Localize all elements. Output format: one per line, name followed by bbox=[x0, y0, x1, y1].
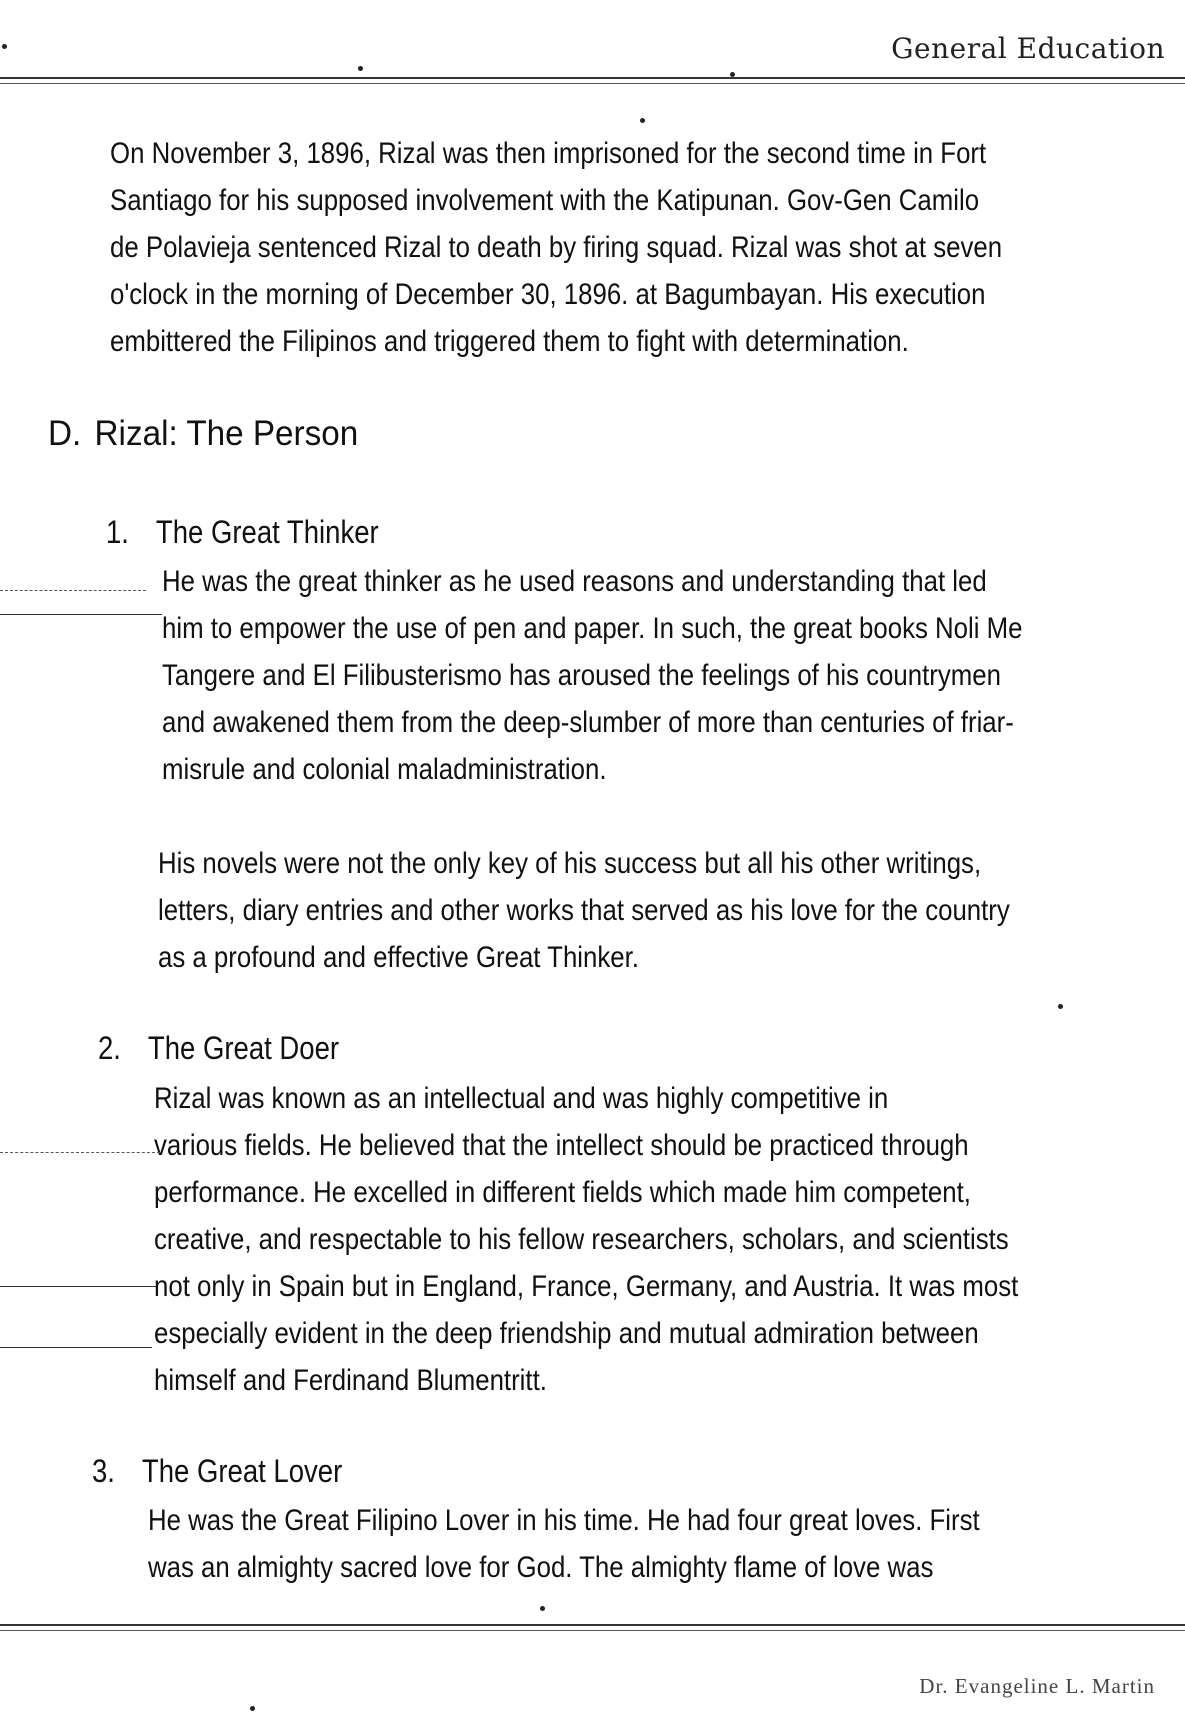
text-line: creative, and respectable to his fellow researchers, scholars, and scientists bbox=[154, 1223, 1009, 1256]
scan-speck bbox=[730, 72, 735, 77]
subsection-title: The Great Lover bbox=[141, 1453, 343, 1489]
text-line: Santiago for his supposed involvement with the Katipunan. Gov-Gen Camilo bbox=[110, 184, 980, 217]
footer-rule-thin bbox=[0, 1630, 1185, 1631]
text-line: especially evident in the deep friendship and mutual admiration between bbox=[154, 1317, 979, 1350]
text-line: o'clock in the morning of December 30, 1896. at Bagumbayan. His execution bbox=[110, 278, 986, 311]
thinker-paragraph-1 bbox=[162, 558, 1185, 793]
text-line: various fields. He believed that the intellect should be practiced through bbox=[154, 1129, 969, 1162]
thinker-paragraph-2 bbox=[158, 840, 1181, 981]
margin-mark bbox=[0, 1347, 152, 1348]
running-header: General Education bbox=[891, 32, 1165, 65]
text-line: and awakened them from the deep-slumber of more than centuries of friar- bbox=[162, 706, 1014, 739]
text-line: as a profound and effective Great Thinker. bbox=[158, 941, 639, 974]
text-line: was an almighty sacred love for God. The almighty flame of love was bbox=[148, 1551, 934, 1584]
text-line: performance. He excelled in different fields which made him competent, bbox=[154, 1176, 971, 1209]
section-letter: D. bbox=[48, 414, 82, 453]
text-line: him to empower the use of pen and paper. In such, the great books Noli Me bbox=[162, 612, 1023, 645]
margin-mark bbox=[0, 614, 162, 615]
text-line: He was the Great Filipino Lover in his time. He had four great loves. First bbox=[148, 1504, 980, 1537]
subsection-heading-lover bbox=[92, 1453, 342, 1490]
text-line: letters, diary entries and other works that served as his love for the country bbox=[158, 894, 1010, 927]
scan-speck bbox=[1058, 1004, 1063, 1009]
text-line: misrule and colonial maladministration. bbox=[162, 753, 607, 786]
section-title: Rizal: The Person bbox=[94, 414, 359, 453]
section-heading bbox=[48, 414, 358, 454]
margin-mark bbox=[0, 590, 146, 591]
scan-speck bbox=[640, 118, 645, 123]
subsection-number: 1. bbox=[106, 514, 129, 550]
scan-speck bbox=[540, 1606, 545, 1611]
subsection-title: The Great Thinker bbox=[155, 514, 379, 550]
text-line: not only in Spain but in England, France, Germany, and Austria. It was most bbox=[154, 1270, 1019, 1303]
text-line: On November 3, 1896, Rizal was then imprisoned for the second time in Fort bbox=[110, 137, 987, 170]
text-line: Tangere and El Filibusterismo has aroused the feelings of his countrymen bbox=[162, 659, 1001, 692]
lover-paragraph bbox=[148, 1497, 1171, 1591]
text-line: He was the great thinker as he used reasons and understanding that led bbox=[162, 565, 987, 598]
margin-mark bbox=[0, 1152, 160, 1153]
scan-speck bbox=[250, 1706, 255, 1711]
running-footer: Dr. Evangeline L. Martin bbox=[919, 1674, 1155, 1698]
text-line: himself and Ferdinand Blumentritt. bbox=[154, 1364, 547, 1397]
subsection-heading-thinker bbox=[106, 514, 379, 551]
subsection-number: 2. bbox=[98, 1030, 121, 1066]
doer-paragraph bbox=[154, 1075, 1177, 1404]
header-rule bbox=[0, 77, 1185, 79]
text-line: Rizal was known as an intellectual and was highly competitive in bbox=[154, 1082, 889, 1115]
subsection-title: The Great Doer bbox=[147, 1030, 340, 1066]
scan-speck bbox=[358, 66, 363, 71]
subsection-heading-doer bbox=[98, 1030, 339, 1067]
text-line: de Polavieja sentenced Rizal to death by firing squad. Rizal was shot at seven bbox=[110, 231, 1003, 264]
text-line: embittered the Filipinos and triggered them to fight with determination. bbox=[110, 325, 909, 358]
text-line: His novels were not the only key of his success but all his other writings, bbox=[158, 847, 982, 880]
margin-mark bbox=[0, 1286, 156, 1287]
footer-rule bbox=[0, 1624, 1185, 1626]
header-rule-thin bbox=[0, 83, 1185, 84]
scan-speck bbox=[2, 44, 7, 49]
intro-paragraph bbox=[110, 130, 1176, 365]
subsection-number: 3. bbox=[92, 1453, 115, 1489]
